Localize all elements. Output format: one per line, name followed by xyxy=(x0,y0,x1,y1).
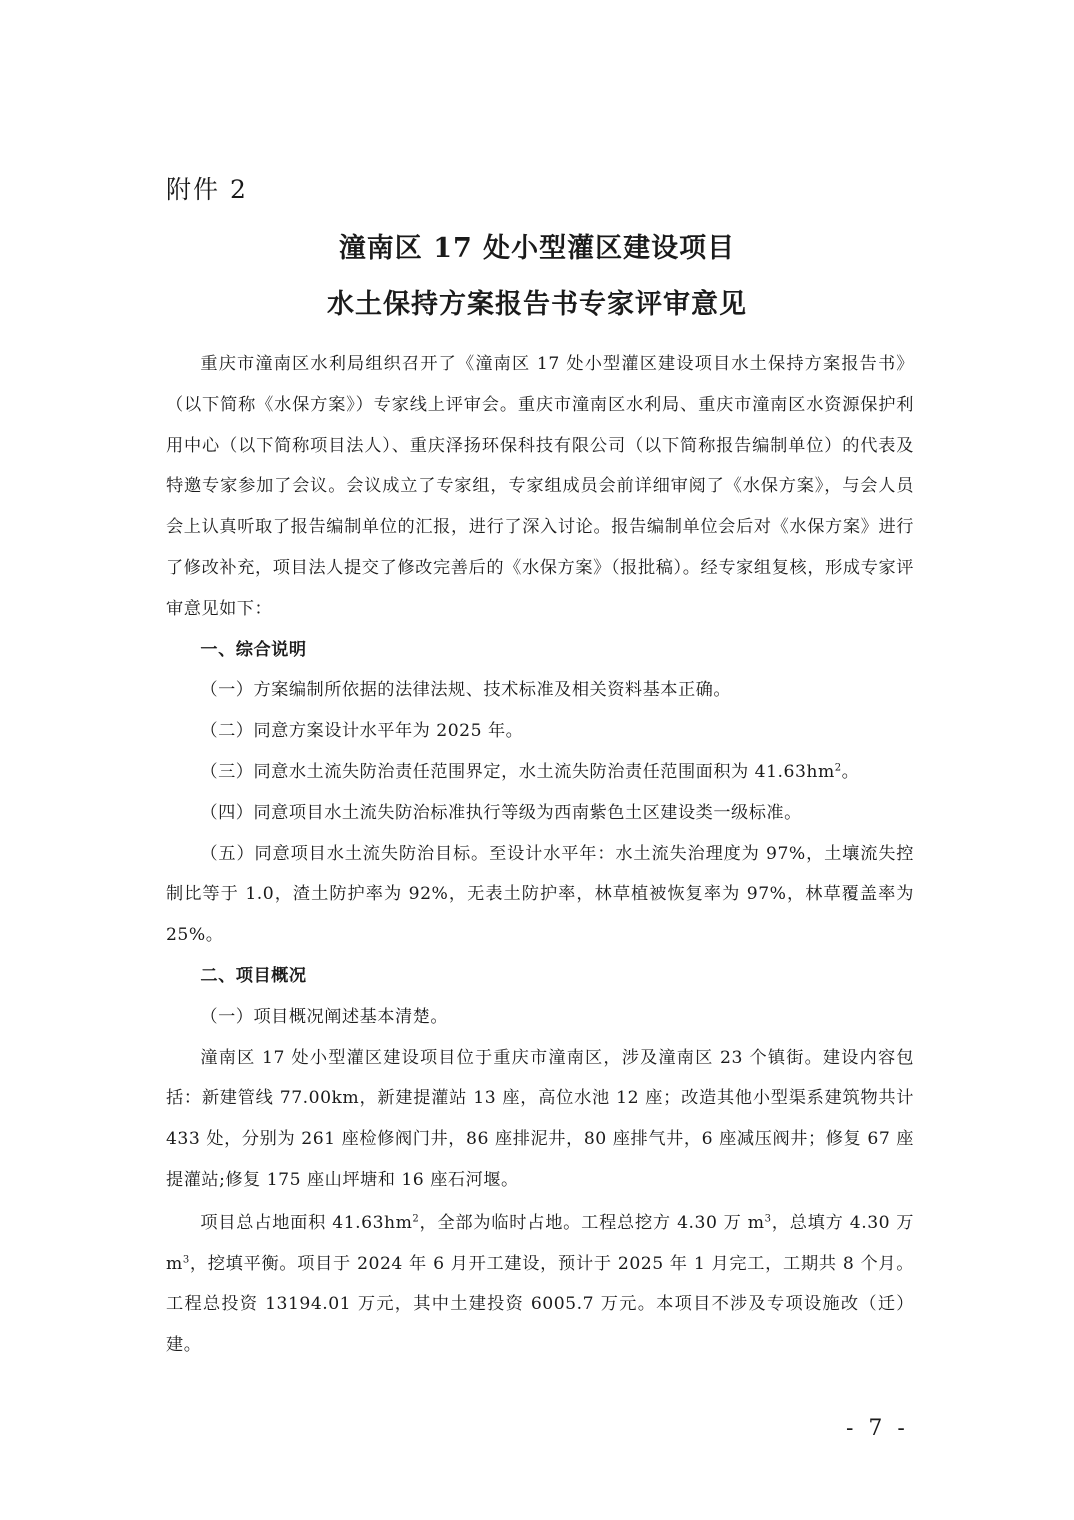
superscript: 2 xyxy=(412,1213,420,1224)
section-heading-project: 二、项目概况 xyxy=(200,965,307,986)
document-title-line1: 潼南区 17 处小型灌区建设项目 xyxy=(338,233,736,264)
section1-item3-text: （三）同意水土流失防治责任范围界定，水土流失防治责任范围面积为 41.63hm xyxy=(200,761,835,782)
superscript: 2 xyxy=(834,762,842,774)
section1-item3 xyxy=(166,752,914,793)
section1-item3-end: 。 xyxy=(841,761,860,782)
section-heading-overview: 一、综合说明 xyxy=(200,639,307,660)
section2-paragraph2 xyxy=(166,1203,914,1366)
document-body xyxy=(166,344,914,1366)
superscript: 3 xyxy=(182,1253,190,1265)
section1-item1: （一）方案编制所依据的法律法规、技术标准及相关资料基本正确。 xyxy=(200,680,732,701)
section1-item4: （四）同意项目水土流失防治标准执行等级为西南紫色土区建设类一级标准。 xyxy=(200,802,802,823)
document-title-line2: 水土保持方案报告书专家评审意见 xyxy=(327,289,747,320)
para2-part-a: 项目总占地面积 41.63hm xyxy=(200,1212,413,1233)
section1-item5: （五）同意项目水土流失防治目标。至设计水平年：水土流失治理度为 97%，土壤流失控制比等于 1.0，渣土防护率为 92%，无表土防护率，林草植被恢复率为 97%，林草覆盖率为 25%。 xyxy=(166,843,914,946)
section2-paragraph1: 潼南区 17 处小型灌区建设项目位于重庆市潼南区，涉及潼南区 23 个镇街。建设内容包括：新建管线 77.00km，新建提灌站 13 座，高位水池 12 座；改造其他小型渠系建筑物共计 433 处，分别为 261 座检修阀门井，86 座排泥井，80 座排气井，6 座减压阀井；修复 67 座提灌站;修复 175 座山坪塘和 16 座石河堰。 xyxy=(166,1047,914,1190)
para2-part-b: ，全部为临时占地。工程总挖方 4.30 万 m xyxy=(419,1212,765,1233)
para2-part-c: ，总填方 4.30 万 m xyxy=(166,1212,914,1274)
page-number: - 7 - xyxy=(846,1416,909,1441)
superscript: 3 xyxy=(764,1213,772,1224)
attachment-label: 附件 2 xyxy=(166,175,248,204)
section2-item1: （一）项目概况阐述基本清楚。 xyxy=(200,1006,449,1027)
para2-part-d: ，挖填平衡。项目于 2024 年 6 月开工建设，预计于 2025 年 1 月完工，工期共 8 个月。工程总投资 13194.01 万元，其中土建投资 6005.7 万元。本项目不涉及专项设施改（迁）建。 xyxy=(166,1253,914,1356)
section1-item2: （二）同意方案设计水平年为 2025 年。 xyxy=(200,721,524,742)
intro-paragraph: 重庆市潼南区水利局组织召开了《潼南区 17 处小型灌区建设项目水土保持方案报告书》（以下简称《水保方案》）专家线上评审会。重庆市潼南区水利局、重庆市潼南区水资源保护利用中心（以下简称项目法人）、重庆泽扬环保科技有限公司（以下简称报告编制单位）的代表及特邀专家参加了会议。会议成立了专家组，专家组成员会前详细审阅了《水保方案》，与会人员会上认真听取了报告编制单位的汇报，进行了深入讨论。报告编制单位会后对《水保方案》进行了修改补充，项目法人提交了修改完善后的《水保方案》（报批稿）。经专家组复核，形成专家评审意见如下： xyxy=(166,354,914,619)
